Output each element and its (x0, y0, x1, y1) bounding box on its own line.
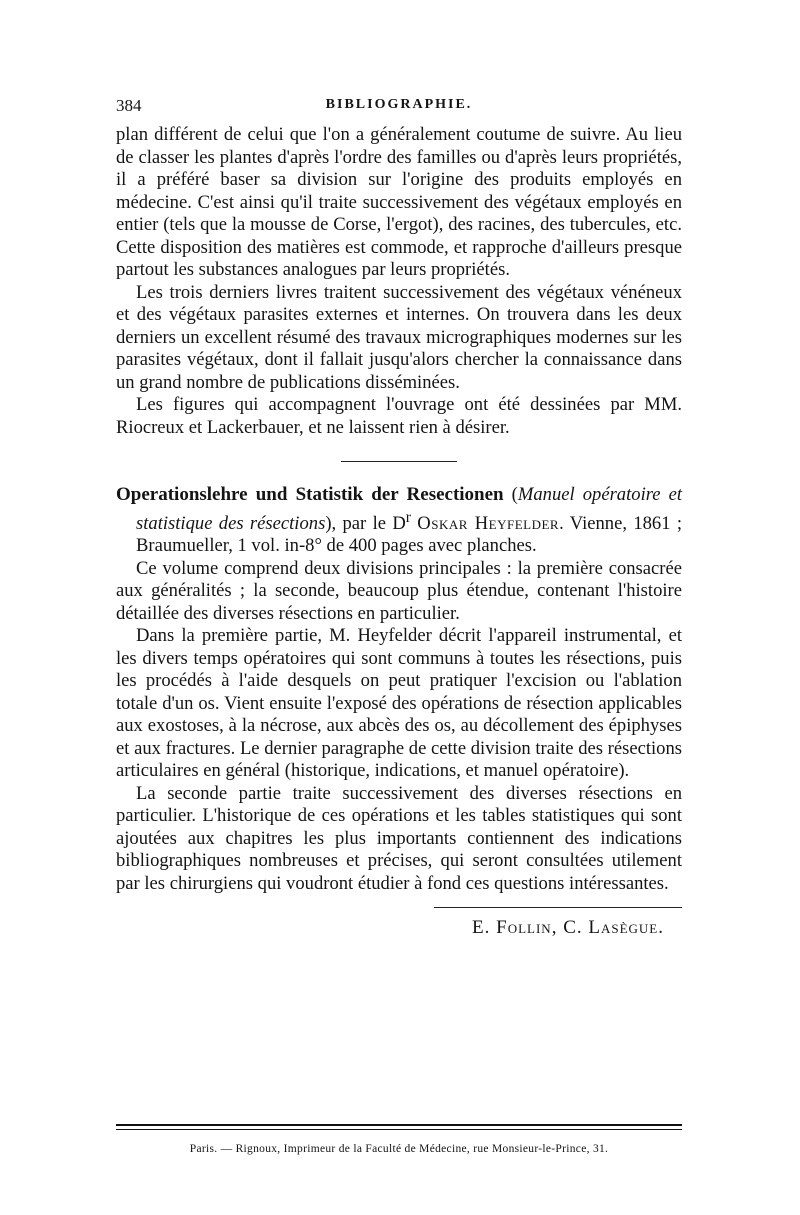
running-title: BIBLIOGRAPHIE. (325, 97, 473, 112)
paragraph-continuation: plan différent de celui que l'on a généralement coutume de suivre. Au lieu de classer les plantes d'après l'ordre des familles ou d'après leurs propriétés, il a préféré baser sa division sur l'origine des produits employés en médecine. C'est ainsi qu'il traite successivement des végétaux employés en entier (tels que la mousse de Corse, l'ergot), des racines, des tubercules, etc. Cette disposition des matières est commode, et rapproche d'ailleurs presque partout les substances analogues par leurs propriétés. (116, 124, 682, 280)
page-header (116, 96, 682, 120)
entry-author-sup: r (405, 508, 411, 526)
page-body (116, 124, 682, 943)
entry-author-prefix: ), par le D (325, 512, 406, 534)
printer-imprint: Paris. — Rignoux, Imprimeur de la Faculté de Médecine, rue Monsieur-le-Prince, 31. (189, 1143, 609, 1155)
bibliographic-entry: Operationslehre und Statistik der Resectionen (Manuel opératoire et statistique des résections), par le $D^r$ Oskar Heyfelder. Vienne, 1861 ; Braumueller, 1 vol. in-8° de 400 pages avec planches. (116, 484, 683, 557)
entry-german-title: Operationslehre und Statistik der Resectionen (116, 484, 504, 505)
entry-author: Oskar Heyfelder (417, 512, 560, 534)
signature: E. Follin, C. Lasègue. (472, 917, 664, 939)
footer-rule (116, 1124, 682, 1126)
review-paragraph: La seconde partie traite successivement des diverses résections en particulier. L'historique de ces opérations et les tables statistiques qui sont ajoutées aux chapitres les plus importants contiennent des indications bibliographiques nombreuses et précises, qui seront consultées utilement par les chirurgiens qui voudront étudier à fond ces questions intéressantes. (116, 782, 682, 894)
page-number: 384 (116, 96, 142, 115)
signature-rule (434, 907, 682, 908)
review-paragraph: Dans la première partie, M. Heyfelder décrit l'appareil instrumental, et les divers temps opératoires qui sont communs à toutes les résections, puis les procédés à l'aide desquels on peut pratiquer l'excision ou l'ablation totale d'un os. Vient ensuite l'exposé des opérations de résection applicables aux exostoses, à la nécrose, aux abcès des os, au décollement des épiphyses et aux fractures. Le dernier paragraphe de cette division traite des résections articulaires en général (historique, indications, et manuel opératoire). (116, 625, 682, 782)
entry-french-title: Manuel opératoire et statistique des résections (136, 484, 682, 534)
paragraph: Les figures qui accompagnent l'ouvrage ont été dessinées par MM. Riocreux et Lackerbauer, et ne laissent rien à désirer. (116, 394, 682, 438)
paragraph: Les trois derniers livres traitent successivement des végétaux vénéneux et des végétaux parasites externes et internes. On trouvera dans les deux derniers un excellent résumé des travaux micrographiques modernes sur les parasites végétaux, dont il fallait jusqu'alors chercher la connaissance dans un grand nombre de publications disséminées. (116, 281, 682, 393)
entry-publication: . Vienne, 1861 ; Braumueller, 1 vol. in-8° de 400 pages avec planches. (136, 512, 683, 557)
footer-rule-thin (116, 1129, 682, 1130)
review-paragraph: Ce volume comprend deux divisions principales : la première consacrée aux généralités ; la seconde, beaucoup plus étendue, contenant l'histoire détaillée des diverses résections en particulier. (116, 557, 682, 624)
section-divider (341, 461, 457, 462)
signature-block (116, 897, 682, 943)
